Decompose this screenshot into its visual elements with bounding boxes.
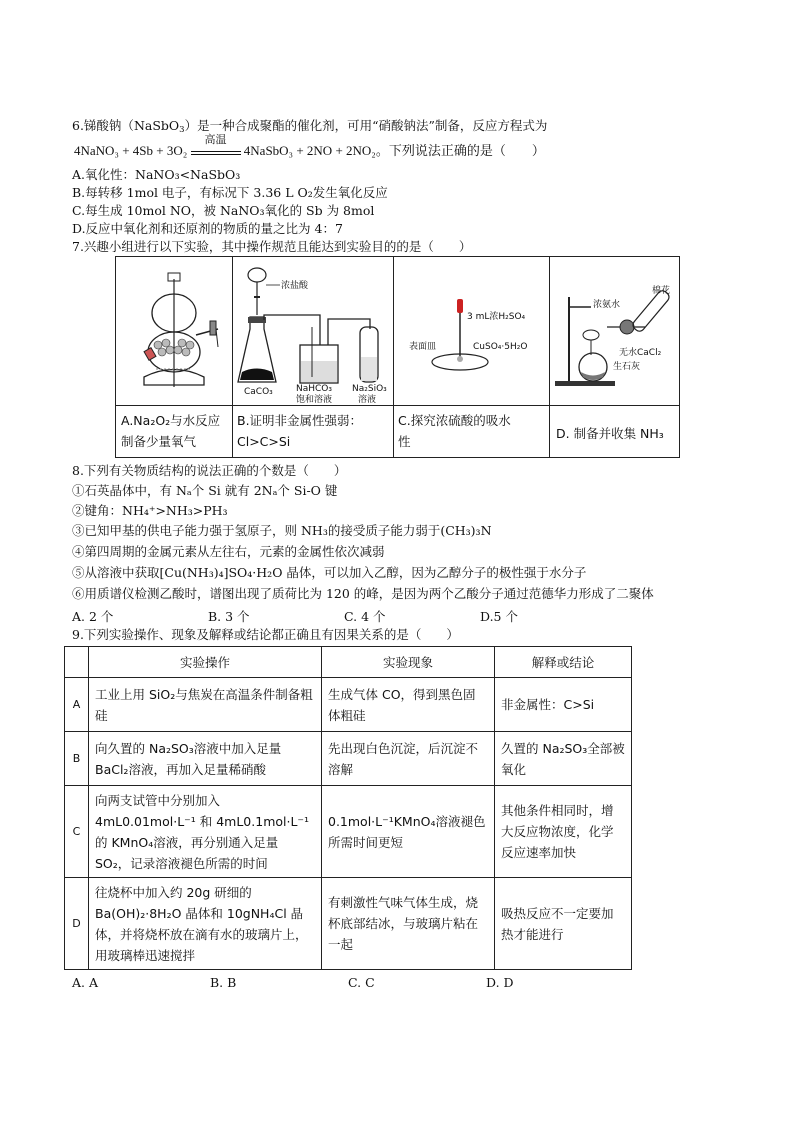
q8-option-c: C. 4 个	[344, 609, 386, 624]
q9-row-conclusion: 吸热反应不一定要加热才能进行	[495, 878, 632, 970]
q6-stem-part1: 6.锑酸钠（	[72, 118, 134, 133]
q9-option-c: C. C	[348, 975, 375, 990]
q9-table	[64, 646, 632, 970]
q9-header-row	[65, 647, 632, 678]
q9-row-key: B	[65, 732, 89, 786]
q8-item-6: ⑥用质谱仪检测乙酸时，谱图出现了质荷比为 120 的峰，是因为两个乙酸分子通过范德华力形成了二聚体	[72, 586, 654, 601]
q6-eq-left: 4NaNO₃ + 4Sb + 3O₂	[74, 143, 188, 158]
q8-option-a: A. 2 个	[72, 609, 114, 624]
label-nahco3: NaHCO₃	[296, 384, 332, 394]
table-row	[65, 786, 632, 878]
label-conc-h2so4: 3 mL浓H₂SO₄	[467, 312, 526, 322]
q6-stem	[72, 117, 547, 139]
q9-row-phenomenon: 生成气体 CO，得到黑色固体粗硅	[322, 678, 495, 732]
q9-header-operation: 实验操作	[89, 647, 322, 678]
q6-option-c: C.每生成 10mol NO，被 NaNO₃氧化的 Sb 为 8mol	[72, 203, 375, 218]
label-cuso4: CuSO₄·5H₂O	[473, 342, 528, 352]
q9-stem: 9.下列实验操作、现象及解释或结论都正确且有因果关系的是（ ）	[72, 627, 459, 642]
q9-row-operation: 工业上用 SiO₂与焦炭在高温条件制备粗硅	[89, 678, 322, 732]
q7-caption-c: C.探究浓硫酸的吸水 性	[398, 413, 511, 449]
q8-item-1: ①石英晶体中，有 Nₐ个 Si 就有 2Nₐ个 Si-O 键	[72, 483, 338, 498]
label-saturated: 饱和溶液	[296, 395, 333, 405]
q9-header-phenomenon: 实验现象	[322, 647, 495, 678]
label-cotton: 棉花	[652, 286, 671, 296]
table-row	[65, 878, 632, 970]
apparatus-b-figure	[232, 257, 393, 405]
q6-option-b: B.每转移 1mol 电子，有标况下 3.36 L O₂发生氧化反应	[72, 185, 388, 200]
label-cacl2: 无水CaCl₂	[619, 348, 662, 358]
label-quicklime: 生石灰	[613, 362, 641, 372]
q6-stem-formula: NaSbO	[133, 118, 180, 133]
q7-caption-b: B.证明非金属性强弱： Cl>C>Si	[237, 413, 363, 449]
q7-caption-a: A.Na₂O₂与水反应 制备少量氧气	[121, 413, 221, 449]
q9-row-operation: 向两支试管中分别加入 4mL0.01mol·L⁻¹ 和 4mL0.1mol·L⁻¹ 的 KMnO₄溶液，再分别通入足量 SO₂，记录溶液褪色所需的时间	[89, 786, 322, 878]
label-ammonia: 浓氨水	[593, 300, 621, 310]
q6-stem-formula-sub: 3	[179, 125, 185, 135]
q6-equation	[74, 133, 545, 161]
q8-item-3: ③已知甲基的供电子能力强于氢原子，则 NH₃的接受质子能力弱于(CH₃)₃N	[72, 523, 492, 538]
label-caco3: CaCO₃	[244, 387, 273, 397]
label-conc-hcl: 浓盐酸	[281, 281, 309, 291]
q9-row-conclusion: 久置的 Na₂SO₃全部被氧化	[495, 732, 632, 786]
q9-option-b: B. B	[210, 975, 237, 990]
q7-stem: 7.兴趣小组进行以下实验，其中操作规范且能达到实验目的的是（ ）	[72, 239, 472, 254]
q6-option-a: A.氧化性：NaNO₃<NaSbO₃	[72, 167, 241, 182]
table-row	[65, 732, 632, 786]
q8-item-4: ④第四周期的金属元素从左往右，元素的金属性依次减弱	[72, 544, 385, 559]
table-row	[65, 678, 632, 732]
q9-header-conclusion: 解释或结论	[495, 647, 632, 678]
q6-eq-arrow	[191, 133, 241, 155]
q9-row-operation: 往烧杯中加入约 20g 研细的 Ba(OH)₂·8H₂O 晶体和 10gNH₄Cl 晶体，并将烧杯放在滴有水的玻璃片上，用玻璃棒迅速搅拌	[89, 878, 322, 970]
q9-option-a: A. A	[72, 975, 99, 990]
apparatus-d-figure	[549, 257, 681, 405]
q9-option-d: D. D	[486, 975, 514, 990]
q8-stem: 8.下列有关物质结构的说法正确的个数是（ ）	[72, 463, 347, 478]
q9-row-key: D	[65, 878, 89, 970]
apparatus-a-figure	[116, 257, 232, 405]
q9-row-conclusion: 非金属性：C>Si	[495, 678, 632, 732]
q8-option-b: B. 3 个	[208, 609, 250, 624]
q9-row-operation: 向久置的 Na₂SO₃溶液中加入足量 BaCl₂溶液，再加入足量稀硝酸	[89, 732, 322, 786]
label-na2sio3: Na₂SiO₃	[352, 384, 387, 394]
q9-row-phenomenon: 0.1mol·L⁻¹KMnO₄溶液褪色所需时间更短	[322, 786, 495, 878]
q6-eq-right: 4NaSbO₃ + 2NO + 2NO₂	[243, 143, 376, 158]
q8-item-5: ⑤从溶液中获取[Cu(NH₃)₄]SO₄·H₂O 晶体，可以加入乙醇，因为乙醇分子的极性强于水分子	[72, 565, 587, 580]
q9-row-conclusion: 其他条件相同时，增大反应物浓度，化学反应速率加快	[495, 786, 632, 878]
q7-caption-d: D. 制备并收集 NH₃	[556, 426, 664, 441]
label-solution: 溶液	[358, 395, 377, 405]
q8-option-d: D.5 个	[480, 609, 518, 624]
q9-header-key	[65, 647, 89, 678]
label-watch-glass: 表面皿	[409, 342, 437, 352]
q9-row-phenomenon: 有刺激性气味气体生成，烧杯底部结冰，与玻璃片粘在一起	[322, 878, 495, 970]
q6-eq-tail: 。下列说法正确的是（ ）	[375, 144, 545, 159]
q6-stem-part2: ）是一种合成聚酯的催化剂，可用“硝酸钠法”制备，反应方程式为	[184, 118, 548, 133]
q9-row-key: A	[65, 678, 89, 732]
q7-apparatus-table	[115, 256, 680, 458]
q6-eq-condition: 高温	[204, 133, 227, 146]
q8-item-2: ②键角：NH₄⁺>NH₃>PH₃	[72, 503, 228, 518]
q6-option-d: D.反应中氧化剂和还原剂的物质的量之比为 4：7	[72, 221, 343, 236]
q9-row-phenomenon: 先出现白色沉淀，后沉淀不溶解	[322, 732, 495, 786]
apparatus-c-figure	[393, 257, 549, 405]
q9-row-key: C	[65, 786, 89, 878]
